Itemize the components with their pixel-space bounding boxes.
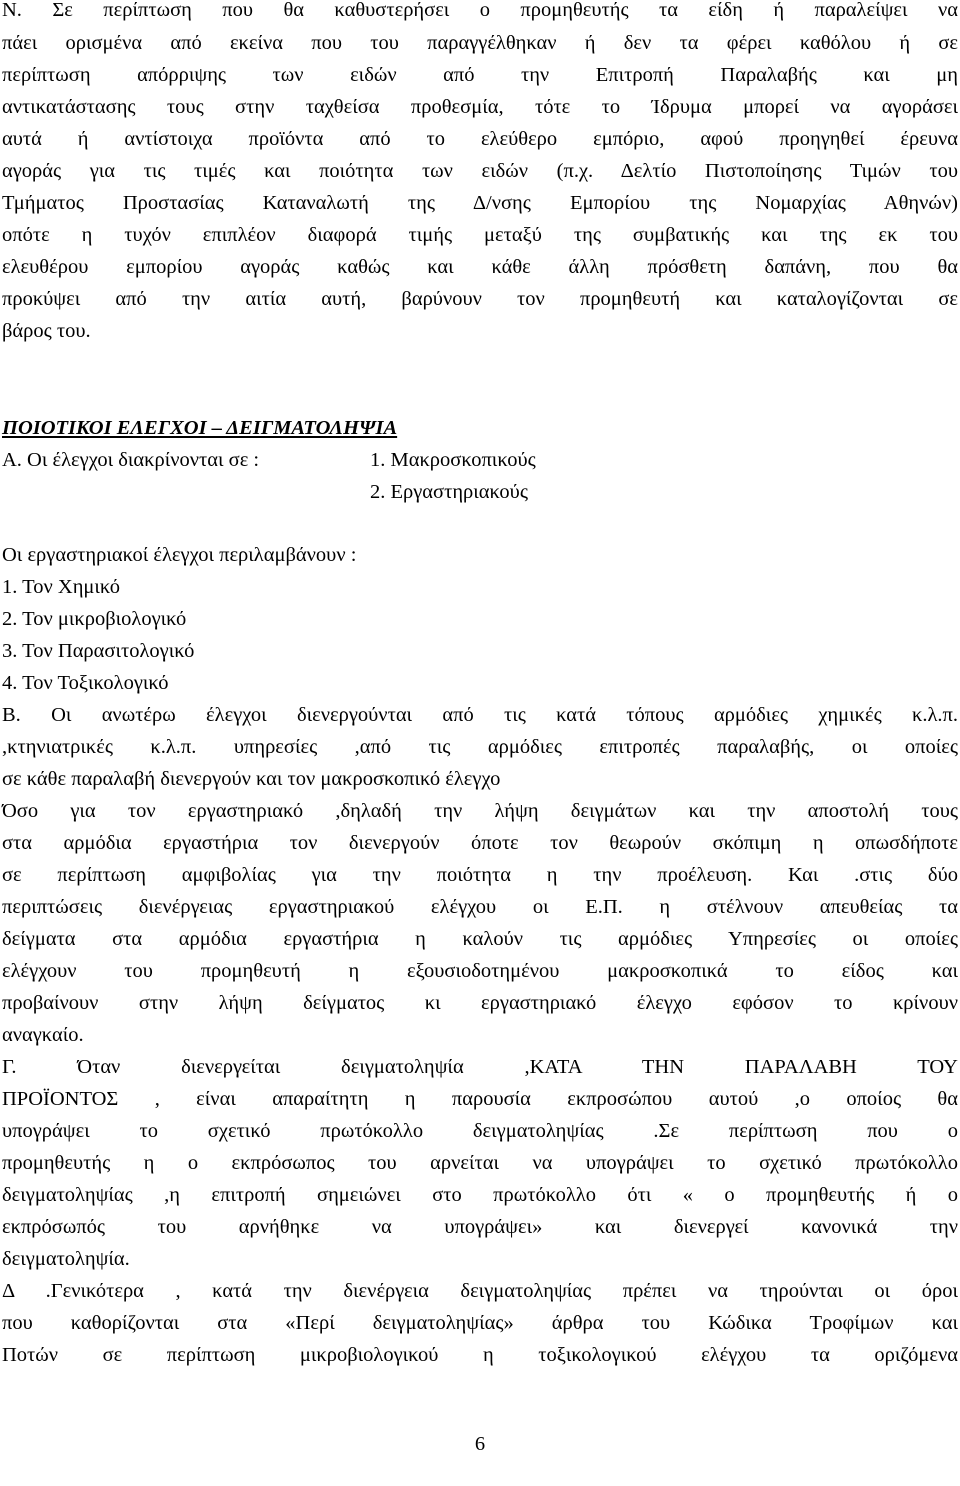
page-number: 6 <box>474 1433 486 1455</box>
check-type-item: 1. Μακροσκοπικούς <box>370 449 536 471</box>
section-c-line: υπογράψει το σχετικό πρωτόκολλο δειγματοληψίας .Σε περίπτωση που ο <box>2 1120 958 1142</box>
paragraph-n-line: αυτά ή αντίστοιχα προϊόντα από το ελεύθερο εμπόριο, αφού προηγηθεί έρευνα <box>2 128 958 150</box>
section-b-line: Β. Οι ανωτέρω έλεγχοι διενεργούνται από τις κατά τόπους αρμόδιες χημικές κ.λ.π. <box>2 704 958 726</box>
paragraph-n-line: αγοράς για τις τιμές και ποιότητα των ειδών (π.χ. Δελτίο Πιστοποίησης Τιμών του <box>2 160 958 182</box>
paragraph-n-line: βάρος του. <box>2 320 91 342</box>
section-b-line: σε περίπτωση αμφιβολίας για την ποιότητα η την προέλευση. Και .στις δύο <box>2 864 958 886</box>
section-heading: ΠΟΙΟΤΙΚΟΙ ΕΛΕΓΧΟΙ – ΔΕΙΓΜΑΤΟΛΗΨΙΑ <box>2 417 398 439</box>
check-type-row <box>2 476 958 508</box>
section-c-line: εκπρόσωπός του αρνήθηκε να υπογράψει» και διενεργεί κανονικά την <box>2 1216 958 1238</box>
section-d-line: που καθορίζονται στα «Περί δειγματοληψίας» άρθρα του Κώδικα Τροφίμων και <box>2 1312 958 1334</box>
paragraph-n-line: ελευθέρου εμπορίου αγοράς καθώς και κάθε άλλη πρόσθετη δαπάνη, που θα <box>2 256 958 278</box>
section-b-line: προβαίνουν στην λήψη δείγματος κι εργαστηριακό έλεγχο εφόσον το κρίνουν <box>2 992 958 1014</box>
lab-check-item: 4. Τον Τοξικολογικό <box>2 672 169 694</box>
section-c-line: ΠΡΟΪΟΝΤΟΣ , είναι απαραίτητη η παρουσία εκπροσώπου αυτού ,ο οποίος θα <box>2 1088 958 1110</box>
section-c-line: δειγματοληψία. <box>2 1248 130 1270</box>
section-a-intro-text: Α. Οι έλεγχοι διακρίνονται σε : <box>2 449 260 471</box>
section-d-line: Ποτών σε περίπτωση μικροβιολογικού η τοξικολογικού ελέγχου τα οριζόμενα <box>2 1344 958 1366</box>
section-b-line: σε κάθε παραλαβή διενεργούν και τον μακροσκοπικό έλεγχο <box>2 768 501 790</box>
check-type-item: 2. Εργαστηριακούς <box>370 481 528 503</box>
paragraph-n-line: Τμήματος Προστασίας Καταναλωτή της Δ/νσης Εμπορίου της Νομαρχίας Αθηνών) <box>2 192 958 214</box>
paragraph-n-line: πάει ορισμένα από εκείνα που του παραγγέλθηκαν ή δεν τα φέρει καθόλου ή σε <box>2 32 958 54</box>
section-b-line: ελέγχουν του προμηθευτή η εξουσιοδοτημένου μακροσκοπικά το είδος και <box>2 960 958 982</box>
section-a-intro <box>2 444 958 476</box>
section-c-line: Γ. Όταν διενεργείται δειγματοληψία ,ΚΑΤΑ ΤΗΝ ΠΑΡΑΛΑΒΗ ΤΟΥ <box>2 1056 958 1078</box>
paragraph-n-line: Ν. Σε περίπτωση που θα καθυστερήσει ο προμηθευτής τα είδη ή παραλείψει να <box>2 0 958 21</box>
section-b-line: δείγματα στα αρμόδια εργαστήρια η καλούν τις αρμόδιες Υπηρεσίες οι οποίες <box>2 928 958 950</box>
lab-checks-intro: Οι εργαστηριακοί έλεγχοι περιλαμβάνουν : <box>2 544 357 566</box>
paragraph-n-line: οπότε η τυχόν επιπλέον διαφορά τιμής μεταξύ της συμβατικής και της εκ του <box>2 224 958 246</box>
lab-check-item: 3. Τον Παρασιτολογικό <box>2 640 195 662</box>
paragraph-n-line: αντικατάστασης τους στην ταχθείσα προθεσμία, τότε το Ίδρυμα μπορεί να αγοράσει <box>2 96 958 118</box>
section-b-line: αναγκαίο. <box>2 1024 84 1046</box>
section-c-line: προμηθευτής η ο εκπρόσωπος του αρνείται να υπογράψει το σχετικό πρωτόκολλο <box>2 1152 958 1174</box>
lab-check-item: 2. Τον μικροβιολογικό <box>2 608 187 630</box>
section-b-line: Όσο για τον εργαστηριακό ,δηλαδή την λήψη δειγμάτων και την αποστολή τους <box>2 800 958 822</box>
section-d-line: Δ .Γενικότερα , κατά την διενέργεια δειγματοληψίας πρέπει να τηρούνται οι όροι <box>2 1280 958 1302</box>
paragraph-n-line: προκύψει από την αιτία αυτή, βαρύνουν τον προμηθευτή και καταλογίζονται σε <box>2 288 958 310</box>
lab-check-item: 1. Τον Χημικό <box>2 576 121 598</box>
section-c-line: δειγματοληψίας ,η επιτροπή σημειώνει στο πρωτόκολλο ότι « ο προμηθευτής ή ο <box>2 1184 958 1206</box>
paragraph-n-line: περίπτωση απόρριψης των ειδών από την Επιτροπή Παραλαβής και μη <box>2 64 958 86</box>
section-b-line: περιπτώσεις διενέργειας εργαστηριακού ελέγχου οι Ε.Π. η στέλνουν απευθείας τα <box>2 896 958 918</box>
section-b-line: στα αρμόδια εργαστήρια τον διενεργούν όποτε τον θεωρούν σκόπιμη η οπωσδήποτε <box>2 832 958 854</box>
section-b-line: ,κτηνιατρικές κ.λ.π. υπηρεσίες ,από τις αρμόδιες επιτροπές παραλαβής, οι οποίες <box>2 736 958 758</box>
